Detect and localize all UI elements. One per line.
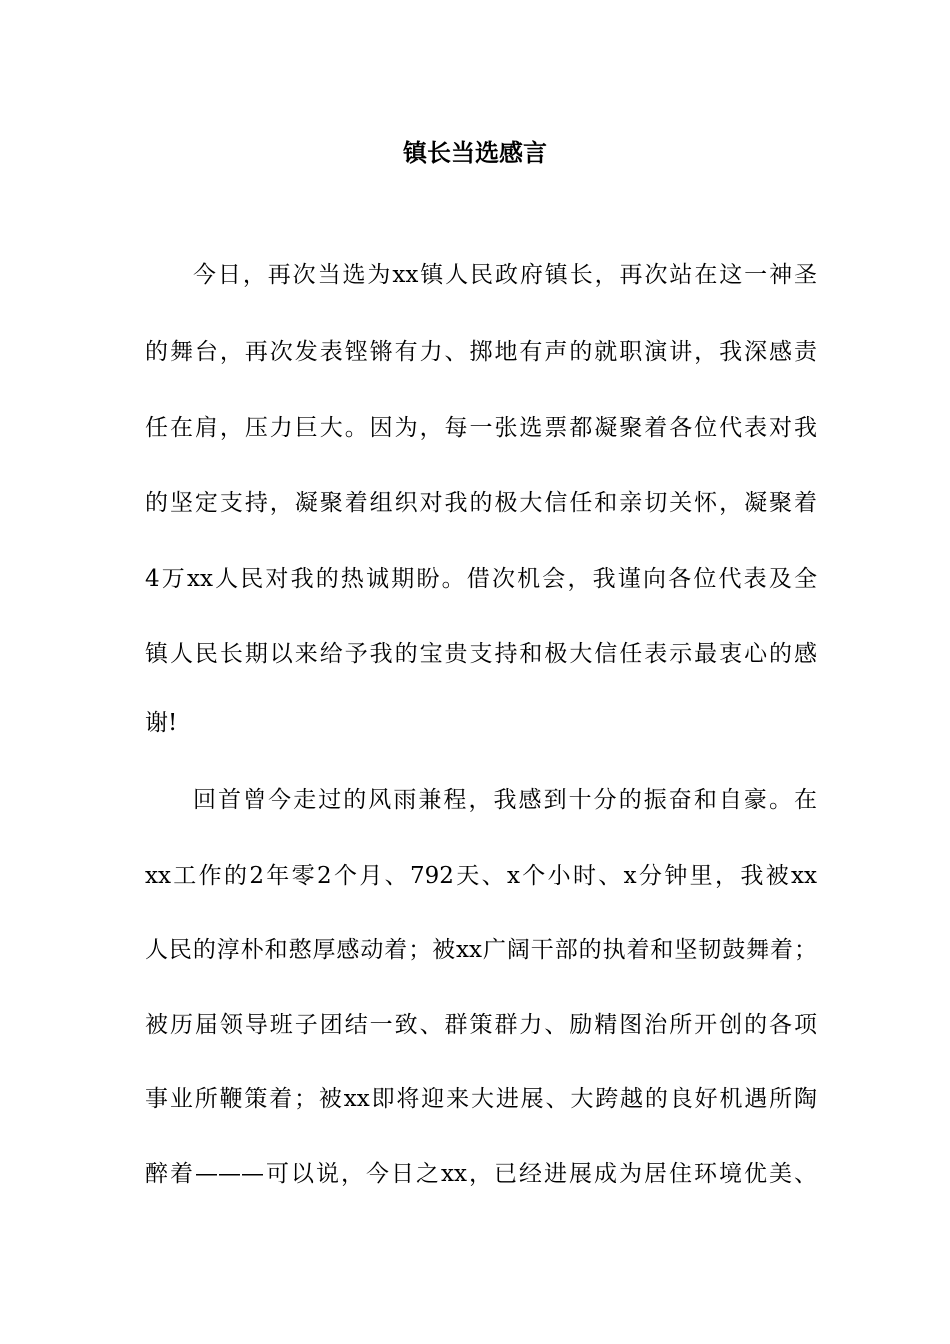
paragraph-1-line-4: 的坚定支持，凝聚着组织对我的极大信任和亲切关怀，凝聚着 — [145, 490, 817, 516]
paragraph-2-line-1: 回首曾今走过的风雨兼程，我感到十分的振奋和自豪。在 — [193, 787, 817, 813]
paragraph-1-line-1: 今日，再次当选为xx镇人民政府镇长，再次站在这一神圣 — [193, 262, 817, 288]
paragraph-2-line-5: 事业所鞭策着；被xx即将迎来大进展、大跨越的良好机遇所陶 — [145, 1086, 817, 1112]
paragraph-2-line-2: xx工作的2年零2个月、792天、x个小时、x分钟里，我被xx — [145, 863, 817, 889]
paragraph-2-line-4: 被历届领导班子团结一致、群策群力、励精图治所开创的各项 — [145, 1012, 817, 1038]
paragraph-2-line-6: 醉着———可以说，今日之xx，已经进展成为居住环境优美、 — [145, 1161, 817, 1187]
paragraph-1-line-3: 任在肩，压力巨大。因为，每一张选票都凝聚着各位代表对我 — [145, 415, 817, 441]
document-title: 镇长当选感言 — [403, 139, 547, 167]
paragraph-1-line-2: 的舞台，再次发表铿锵有力、掷地有声的就职演讲，我深感责 — [145, 339, 817, 365]
paragraph-1-line-6: 镇人民长期以来给予我的宝贵支持和极大信任表示最衷心的感 — [145, 641, 817, 667]
paragraph-1-line-7: 谢! — [145, 710, 178, 736]
paragraph-1-line-5: 4万xx人民对我的热诚期盼。借次机会，我谨向各位代表及全 — [145, 566, 817, 592]
paragraph-2-line-3: 人民的淳朴和憨厚感动着；被xx广阔干部的执着和坚韧鼓舞着； — [145, 937, 817, 963]
